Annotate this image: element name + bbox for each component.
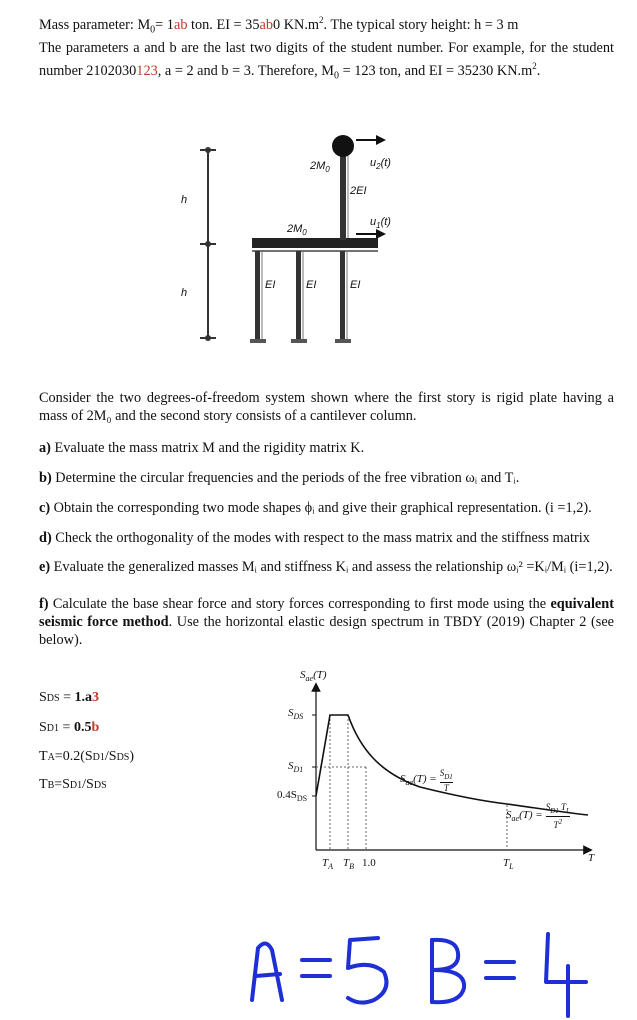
design-spectrum-chart — [0, 665, 637, 895]
tick-sd1: $S_{D1}$ — [288, 760, 304, 775]
sd1-parameter: SD1 = 0.5b — [39, 720, 100, 735]
tick-04sds: $0.4S_{DS}$ — [277, 789, 308, 804]
mass-parameter-line: Mass parameter: $M_0= 1ab$ ton. EI = 35ab0 $KN.m^2$. The typical story height: h = 3 m — [39, 15, 519, 36]
tick-ta: $T_A$ — [322, 857, 334, 872]
equation-sd1-over-t: $S_{ae}(T)$ = $\frac{S_{D1}}{T}$ — [400, 768, 453, 793]
height-label-bottom: h — [181, 287, 188, 299]
u1-label: $u_1(t)$ — [370, 216, 391, 231]
question-e: e) Evaluate the generalized masses Mᵢ and stiffness Kᵢ and assess the relationship ωᵢ² =Kᵢ/Mᵢ (i=1,2). — [39, 559, 613, 575]
x-axis-label: T — [588, 852, 595, 864]
top-mass-label: $2M_0$ — [310, 160, 330, 175]
tb-formula: TB=SD1/SDS — [39, 777, 107, 792]
chart-y-axis-label: $S_{ae}(T)$ — [300, 669, 327, 684]
question-d: d) Check the orthogonality of the modes with respect to the mass matrix and the stiffness matrix — [39, 530, 590, 546]
tick-one: 1.0 — [362, 857, 376, 869]
tick-sds: $S_{DS}$ — [288, 707, 304, 722]
handwritten-annotation — [0, 920, 637, 1020]
parameters-paragraph: The parameters a and b are the last two digits of the student number. For example, for the student number 2102030123, a = 2 and b = 3. Therefore, $M_0 = 123$ ton, and EI = 35230 $KN.m^2$. — [39, 40, 614, 82]
left-column-stiffness-label: EI — [265, 279, 276, 291]
sds-parameter: SDS = 1.a3 — [39, 690, 99, 705]
ta-formula: TA=0.2(SD1/SDS) — [39, 749, 135, 764]
right-column-stiffness-label: EI — [350, 279, 361, 291]
tick-tl: $T_L$ — [503, 857, 514, 872]
question-c: c) Obtain the corresponding two mode shapes ϕᵢ and give their graphical representation. (i =1,2). — [39, 500, 592, 516]
equation-sd1-tl-over-t2: $S_{ae}(T)$ = $\frac{S_{D1} T_L}{T^2}$ — [506, 802, 570, 830]
spectrum-curve — [316, 715, 588, 815]
middle-column-stiffness-label: EI — [306, 279, 317, 291]
tick-tb: $T_B$ — [343, 857, 355, 872]
question-f: f) Calculate the base shear force and story forces corresponding to first mode using the equivalent seismic force method. Use the horizontal elastic design spectrum in TBDY (2019) Chapter 2 (see below). — [39, 596, 615, 649]
intro-paragraph: Consider the two degrees-of-freedom system shown where the first story is rigid plate having a mass of 2M₀ and the second story consists of a cantilever column. — [39, 390, 614, 425]
question-b: b) Determine the circular frequencies and the periods of the free vibration ωᵢ and Tᵢ. — [39, 470, 520, 486]
floor-mass-label: $2M_0$ — [287, 223, 307, 238]
height-label-top: h — [181, 194, 188, 206]
question-a: a) Evaluate the mass matrix M and the rigidity matrix K. — [39, 440, 365, 456]
u2-label: $u_2(t)$ — [370, 157, 391, 172]
upper-column-stiffness-label: 2EI — [350, 185, 367, 197]
